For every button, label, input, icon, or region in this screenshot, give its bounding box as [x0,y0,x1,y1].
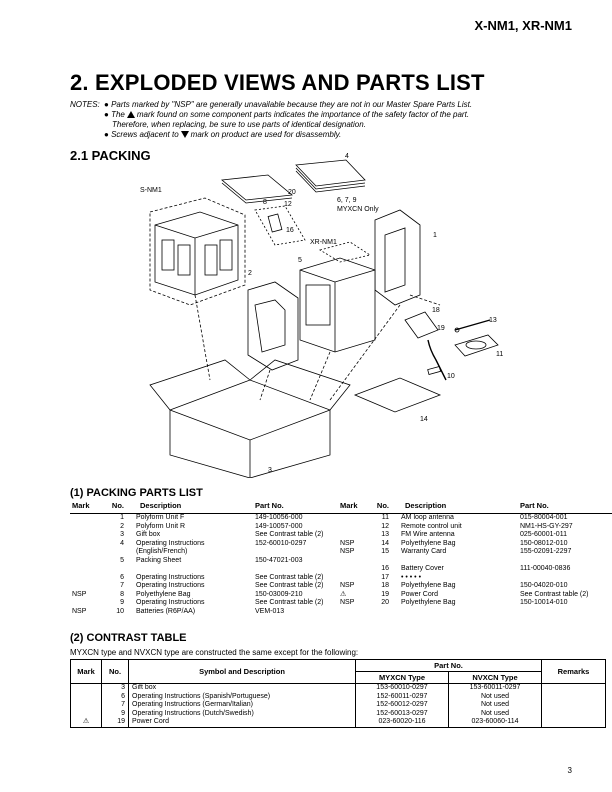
part-mark: ⚠ [340,590,347,598]
part-code [245,548,347,557]
contrast-no: 19 [102,718,129,727]
page-number: 3 [567,766,572,775]
part-mark [338,523,369,532]
contrast-remarks [542,701,606,710]
label-8: 8 [263,199,267,206]
part-mark [338,565,369,574]
part-number: 13 [381,531,389,538]
part-mark [70,514,104,523]
contrast-desc: Operating Instructions (Dutch/Swedish) [129,710,356,719]
parts-row [338,523,612,532]
part-description: Operating Instructions [136,599,205,606]
contrast-mark [71,693,102,702]
label-1: 1 [433,232,437,239]
parts-row [70,599,347,608]
contrast-myxcn: 152-60013-0297 [356,710,449,719]
model-header: X-NM1, XR-NM1 [474,18,572,33]
part-number [104,548,126,557]
contrast-no: 9 [102,710,129,719]
section-title: 2.1 PACKING [70,148,151,163]
note-line-2: ● The mark found on some component parts indicates the importance of the safety factor of the part. [104,110,470,119]
part-number: 19 [381,590,389,598]
part-description: Polyethylene Bag [136,590,191,598]
part-mark [70,565,104,574]
part-description [126,565,245,574]
part-mark: NSP [340,582,355,589]
packing-exploded-diagram [130,148,510,478]
label-679: 6, 7, 9 [337,197,357,204]
contrast-desc: Operating Instructions (Spanish/Portuguese) [129,693,356,702]
contrast-myxcn: 152-60012-0297 [356,701,449,710]
part-mark [70,531,104,540]
contrast-row [71,684,606,693]
note-line-1: ● Parts marked by "NSP" are generally unavailable because they are not in our Master Spare Parts List. [104,100,473,109]
part-mark [338,531,369,540]
part-number [104,565,126,574]
part-mark [70,540,104,549]
contrast-row [71,718,606,727]
part-mark [70,574,104,583]
contrast-myxcn: 153-60010-0297 [356,684,449,693]
ct-col-part-no: Part No. [356,660,542,672]
label-4: 4 [345,153,349,160]
carton-box [150,360,350,478]
packing-parts-table-left [70,502,347,616]
part-mark [70,548,104,557]
contrast-desc: Operating Instructions (German/Italian) [129,701,356,710]
part-description: Power Cord [401,590,438,598]
part-mark: NSP [340,599,355,606]
part-code: VEM-013 [255,607,285,615]
part-mark [70,599,104,608]
part-mark: NSP [72,607,87,615]
parts-row [338,540,612,549]
parts-row [70,582,347,591]
part-mark [338,574,369,583]
part-description: Operating Instructions [136,573,205,581]
part-description: Operating Instructions [136,582,205,589]
contrast-nvxcn: Not used [449,710,542,719]
part-number: 10 [116,607,124,615]
contrast-mark [71,684,102,693]
part-code: See Contrast table (2) [255,573,324,581]
label-19: 19 [437,325,445,332]
contrast-myxcn: 023-60020-116 [356,718,449,727]
label-12: 12 [284,201,292,208]
part-code [510,574,612,583]
part-description: Remote control unit [401,522,462,530]
part-description: Packing Sheet [136,556,182,564]
col-part-no: Part No. [245,502,347,514]
parts-row [70,514,347,523]
part-description: Battery Cover [401,565,444,572]
label-16: 16 [286,227,294,234]
main-unit [300,242,375,352]
parts-row [70,548,347,557]
part-code: 149-10057-000 [255,522,303,530]
contrast-myxcn: 152-60011-0297 [356,693,449,702]
ct-col-no: No. [102,660,129,684]
contrast-table-description: MYXCN type and NVXCN type are constructed the same except for the following: [70,648,359,657]
col-description: Description [391,502,510,514]
warning-triangle-icon [127,111,135,118]
contrast-remarks [542,684,606,693]
part-description: Gift box [136,531,161,538]
label-14: 14 [420,416,428,423]
note-line-3: Therefore, when replacing, be sure to use parts of identical designation. [112,120,366,129]
down-triangle-icon [181,131,189,138]
part-mark: NSP [72,590,87,598]
part-mark [338,514,369,523]
label-2: 2 [248,270,252,277]
part-description: Polyethylene Bag [401,599,456,606]
contrast-mark: ⚠ [71,718,102,727]
part-number: 1 [120,514,124,521]
part-mark [338,557,369,566]
part-code: 111-00040-0836 [520,565,571,572]
part-number: 18 [381,582,389,589]
contrast-nvxcn: 153-60011-0297 [449,684,542,693]
part-number: 15 [381,548,389,555]
contrast-nvxcn: Not used [449,693,542,702]
part-number: 11 [381,514,389,521]
note-line-4: ● Screws adjacent to mark on product are used for disassembly. [104,130,342,139]
polyform-unit-r [248,282,298,370]
part-description: Polyform Unit R [136,522,186,530]
parts-row [70,574,347,583]
part-mark [70,523,104,532]
label-3: 3 [268,467,272,474]
label-13: 13 [489,317,497,324]
contrast-no: 7 [102,701,129,710]
part-description: AM loop antenna [401,514,454,521]
parts-row [338,565,612,574]
part-mark [70,557,104,566]
part-mark: NSP [340,539,355,547]
ct-col-remarks: Remarks [542,660,606,684]
part-description [391,557,510,566]
part-number: 14 [381,539,389,547]
part-code: 150-04020-010 [520,582,568,589]
col-part-no: Part No. [510,502,612,514]
part-description: Batteries (R6P/AA) [136,607,196,615]
part-code [245,565,347,574]
part-code: 150-10014-010 [520,599,568,606]
part-code: 015-80004-001 [520,514,568,521]
packing-parts-table-right [338,502,612,608]
parts-row [338,514,612,523]
part-number: 17 [381,573,389,581]
part-number: 12 [381,522,389,530]
part-number: 2 [120,522,124,530]
parts-row [338,557,612,566]
part-number: 4 [120,539,124,547]
contrast-remarks [542,718,606,727]
part-code: NM1-HS-GY-297 [520,522,573,530]
speaker-polyform [155,212,238,295]
col-no: No. [369,502,391,514]
parts-row [70,523,347,532]
col-mark: Mark [70,502,104,514]
label-s-nm1: S-NM1 [140,187,162,194]
label-xr-nm1: XR-NM1 [310,239,337,246]
part-number: 6 [120,573,124,581]
part-description: (English/French) [136,548,188,555]
part-number: 16 [381,565,389,572]
part-code: 152-60010-0297 [255,539,307,547]
label-10: 10 [447,373,455,380]
contrast-table [70,659,606,728]
parts-row [70,608,347,617]
notes-label: NOTES: [70,100,100,109]
part-description: Polyform Unit F [136,514,185,521]
page-title: 2. EXPLODED VIEWS AND PARTS LIST [70,70,485,95]
parts-row [70,531,347,540]
part-description: • • • • • [401,573,422,581]
part-code: 150-08012-010 [520,539,568,547]
label-11: 11 [496,351,504,358]
part-description: FM Wire antenna [401,531,455,538]
contrast-remarks [542,710,606,719]
label-20: 20 [288,189,296,196]
part-code: See Contrast table (2) [520,590,589,598]
contrast-row [71,701,606,710]
part-description: Operating Instructions [136,539,205,547]
col-no: No. [104,502,126,514]
contrast-row [71,693,606,702]
ct-col-myxcn: MYXCN Type [356,672,449,684]
contrast-row [71,710,606,719]
contrast-mark [71,701,102,710]
part-mark [70,582,104,591]
part-code: 025-60001-011 [520,531,567,538]
ct-col-nvxcn: NVXCN Type [449,672,542,684]
part-mark: NSP [340,548,355,555]
contrast-remarks [542,693,606,702]
part-number: 5 [120,556,124,564]
parts-row [338,548,612,557]
contrast-no: 6 [102,693,129,702]
parts-row [70,557,347,566]
polyform-unit-f [375,210,420,305]
part-code [510,557,612,566]
part-number: 8 [120,590,124,598]
part-code: 150-03009-210 [255,590,303,598]
part-description: Polyethylene Bag [401,582,456,589]
col-mark: Mark [338,502,369,514]
part-number: 7 [120,582,124,589]
part-code: 149-10056-000 [255,514,303,521]
contrast-desc: Gift box [129,684,356,693]
parts-row [70,540,347,549]
packing-parts-list-title: (1) PACKING PARTS LIST [70,487,203,499]
contrast-nvxcn: Not used [449,701,542,710]
part-number: 9 [120,599,124,606]
part-code: 155-02091-2297 [520,548,572,555]
part-description: Warranty Card [401,548,447,555]
contrast-mark [71,710,102,719]
part-number: 3 [120,531,124,538]
label-myxcn-only: MYXCN Only [337,206,379,213]
label-18: 18 [432,307,440,314]
parts-row [70,565,347,574]
part-number: 20 [381,599,389,606]
col-description: Description [126,502,245,514]
contrast-no: 3 [102,684,129,693]
label-5: 5 [298,257,302,264]
ct-col-mark: Mark [71,660,102,684]
parts-row [338,582,612,591]
parts-row [338,574,612,583]
ct-col-symbol: Symbol and Description [129,660,356,684]
part-description: Polyethylene Bag [401,539,456,547]
parts-row [338,531,612,540]
part-code: See Contrast table (2) [255,531,324,538]
contrast-nvxcn: 023-60060-114 [449,718,542,727]
contrast-table-title: (2) CONTRAST TABLE [70,632,187,644]
remote-area [255,206,305,245]
parts-row [338,591,612,600]
part-code: See Contrast table (2) [255,599,324,606]
parts-row [70,591,347,600]
parts-row [338,599,612,608]
contrast-desc: Power Cord [129,718,356,727]
part-code: See Contrast table (2) [255,582,324,589]
part-code: 150-47021-003 [255,556,303,564]
part-number [369,557,391,566]
